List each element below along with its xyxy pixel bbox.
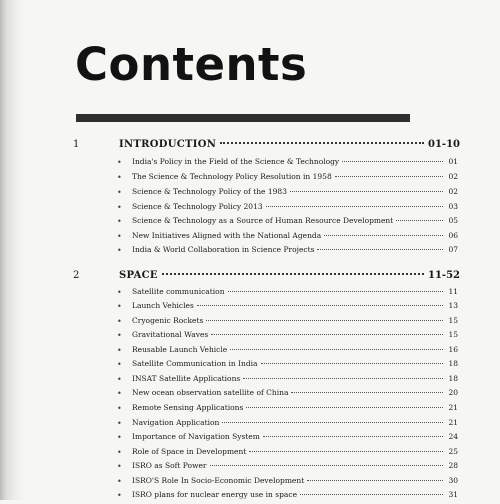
chapter-entry[interactable]: [119, 270, 460, 284]
bullet-icon: •: [117, 217, 122, 226]
dot-leader: [210, 465, 443, 466]
entry-page: 28: [448, 461, 458, 470]
bullet-icon: •: [117, 232, 122, 241]
chapter-pages: 01-10: [428, 139, 460, 150]
chapter-entry[interactable]: [119, 139, 460, 153]
bullet-icon: •: [117, 188, 122, 197]
bullet-icon: •: [117, 462, 122, 471]
toc-entry[interactable]: [117, 287, 458, 301]
toc-entry[interactable]: [117, 432, 458, 446]
dot-leader: [324, 235, 443, 236]
toc-entry[interactable]: [117, 359, 458, 373]
dot-leader: [249, 451, 443, 452]
entry-page: 13: [448, 301, 458, 310]
toc-entry[interactable]: [117, 345, 458, 359]
entry-page: 07: [448, 245, 458, 254]
dot-leader: [206, 320, 443, 321]
bullet-icon: •: [117, 433, 122, 442]
entry-title: India & World Collaboration in Science Projects: [132, 245, 315, 254]
toc-entry[interactable]: [117, 388, 458, 402]
toc-entry[interactable]: [117, 461, 458, 475]
bullet-icon: •: [117, 158, 122, 167]
entry-page: 15: [448, 330, 458, 339]
toc-entry[interactable]: [117, 374, 458, 388]
dot-leader: [211, 334, 443, 335]
entry-page: 24: [448, 432, 458, 441]
bullet-icon: •: [117, 448, 122, 457]
entry-page: 02: [448, 187, 458, 196]
toc-entry[interactable]: [117, 330, 458, 344]
toc-entry[interactable]: [117, 403, 458, 417]
dot-leader: [243, 378, 443, 379]
dot-leader: [290, 191, 443, 192]
chapter-number: 2: [73, 270, 80, 281]
entry-title: Reusable Launch Vehicle: [132, 345, 228, 354]
toc-entry[interactable]: [117, 447, 458, 461]
dot-leader: [228, 291, 443, 292]
entry-title: Gravitational Waves: [132, 330, 209, 339]
dot-leader: [307, 480, 443, 481]
toc-entry[interactable]: [117, 490, 458, 504]
entry-title: ISRO'S Role In Socio-Economic Development: [132, 476, 305, 485]
toc-entry[interactable]: [117, 172, 458, 186]
bullet-icon: •: [117, 173, 122, 182]
entry-page: 30: [448, 476, 458, 485]
entry-title: Satellite communication: [132, 287, 225, 296]
toc-entry[interactable]: [117, 418, 458, 432]
toc-entry[interactable]: [117, 476, 458, 490]
dot-leader: [246, 407, 443, 408]
entry-title: Cryogenic Rockets: [132, 316, 204, 325]
bullet-icon: •: [117, 331, 122, 340]
entry-page: 20: [448, 388, 458, 397]
bullet-icon: •: [117, 203, 122, 212]
entry-page: 18: [448, 359, 458, 368]
toc-entry[interactable]: [117, 187, 458, 201]
entry-page: 01: [448, 157, 458, 166]
dot-leader: [266, 206, 443, 207]
dot-leader: [222, 422, 443, 423]
dot-leader: [396, 220, 443, 221]
toc-entry[interactable]: [117, 316, 458, 330]
toc-entry[interactable]: [117, 202, 458, 216]
bullet-icon: •: [117, 491, 122, 500]
entry-title: New Initiatives Aligned with the National Agenda: [132, 231, 322, 240]
entry-page: 18: [448, 374, 458, 383]
entry-title: Role of Space in Development: [132, 447, 247, 456]
chapter-pages: 11-52: [428, 270, 460, 281]
entry-title: Launch Vehicles: [132, 301, 194, 310]
entry-title: New ocean observation satellite of China: [132, 388, 289, 397]
toc-entry[interactable]: [117, 157, 458, 171]
dot-leader: [197, 305, 443, 306]
dot-leader: [300, 494, 443, 495]
entry-title: Satellite Communication in India: [132, 359, 258, 368]
bullet-icon: •: [117, 389, 122, 398]
bullet-icon: •: [117, 288, 122, 297]
bullet-icon: •: [117, 360, 122, 369]
dot-leader: [230, 349, 443, 350]
dot-leader: [342, 161, 443, 162]
entry-title: Navigation Application: [132, 418, 220, 427]
toc-entry[interactable]: [117, 301, 458, 315]
entry-title: ISRO plans for nuclear energy use in space: [132, 490, 298, 499]
title-rule: [76, 114, 410, 122]
entry-title: Importance of Navigation System: [132, 432, 260, 441]
toc-entry[interactable]: [117, 231, 458, 245]
bullet-icon: •: [117, 419, 122, 428]
bullet-icon: •: [117, 477, 122, 486]
entry-title: INSAT Satellite Applications: [132, 374, 241, 383]
toc-entry[interactable]: [117, 216, 458, 230]
chapter-title: INTRODUCTION: [119, 139, 217, 150]
entry-page: 31: [448, 490, 458, 499]
bullet-icon: •: [117, 246, 122, 255]
book-spine-shadow: [0, 0, 24, 500]
dot-leader: [291, 392, 443, 393]
bullet-icon: •: [117, 404, 122, 413]
dot-leader: [261, 363, 443, 364]
chapter-title: SPACE: [119, 270, 158, 281]
toc-entry[interactable]: [117, 245, 458, 259]
entry-page: 02: [448, 172, 458, 181]
page-title: Contents: [75, 38, 308, 91]
entry-page: 06: [448, 231, 458, 240]
bullet-icon: •: [117, 302, 122, 311]
entry-title: Science & Technology Policy 2013: [132, 202, 263, 211]
entry-page: 03: [448, 202, 458, 211]
bullet-icon: •: [117, 346, 122, 355]
entry-page: 25: [448, 447, 458, 456]
entry-title: Science & Technology Policy of the 1983: [132, 187, 287, 196]
bullet-icon: •: [117, 317, 122, 326]
entry-title: India's Policy in the Field of the Science & Technology: [132, 157, 340, 166]
entry-page: 11: [448, 287, 458, 296]
entry-page: 21: [448, 418, 458, 427]
bullet-icon: •: [117, 375, 122, 384]
dot-leader: [162, 273, 424, 275]
entry-page: 15: [448, 316, 458, 325]
dot-leader: [220, 142, 424, 144]
entry-title: Science & Technology as a Source of Human Resource Development: [132, 216, 394, 225]
dot-leader: [317, 249, 443, 250]
dot-leader: [263, 436, 443, 437]
entry-title: ISRO as Soft Power: [132, 461, 207, 470]
entry-title: The Science & Technology Policy Resolution in 1958: [132, 172, 332, 181]
entry-title: Remote Sensing Applications: [132, 403, 244, 412]
entry-page: 16: [448, 345, 458, 354]
chapter-number: 1: [73, 139, 80, 150]
dot-leader: [335, 176, 443, 177]
entry-page: 05: [448, 216, 458, 225]
entry-page: 21: [448, 403, 458, 412]
